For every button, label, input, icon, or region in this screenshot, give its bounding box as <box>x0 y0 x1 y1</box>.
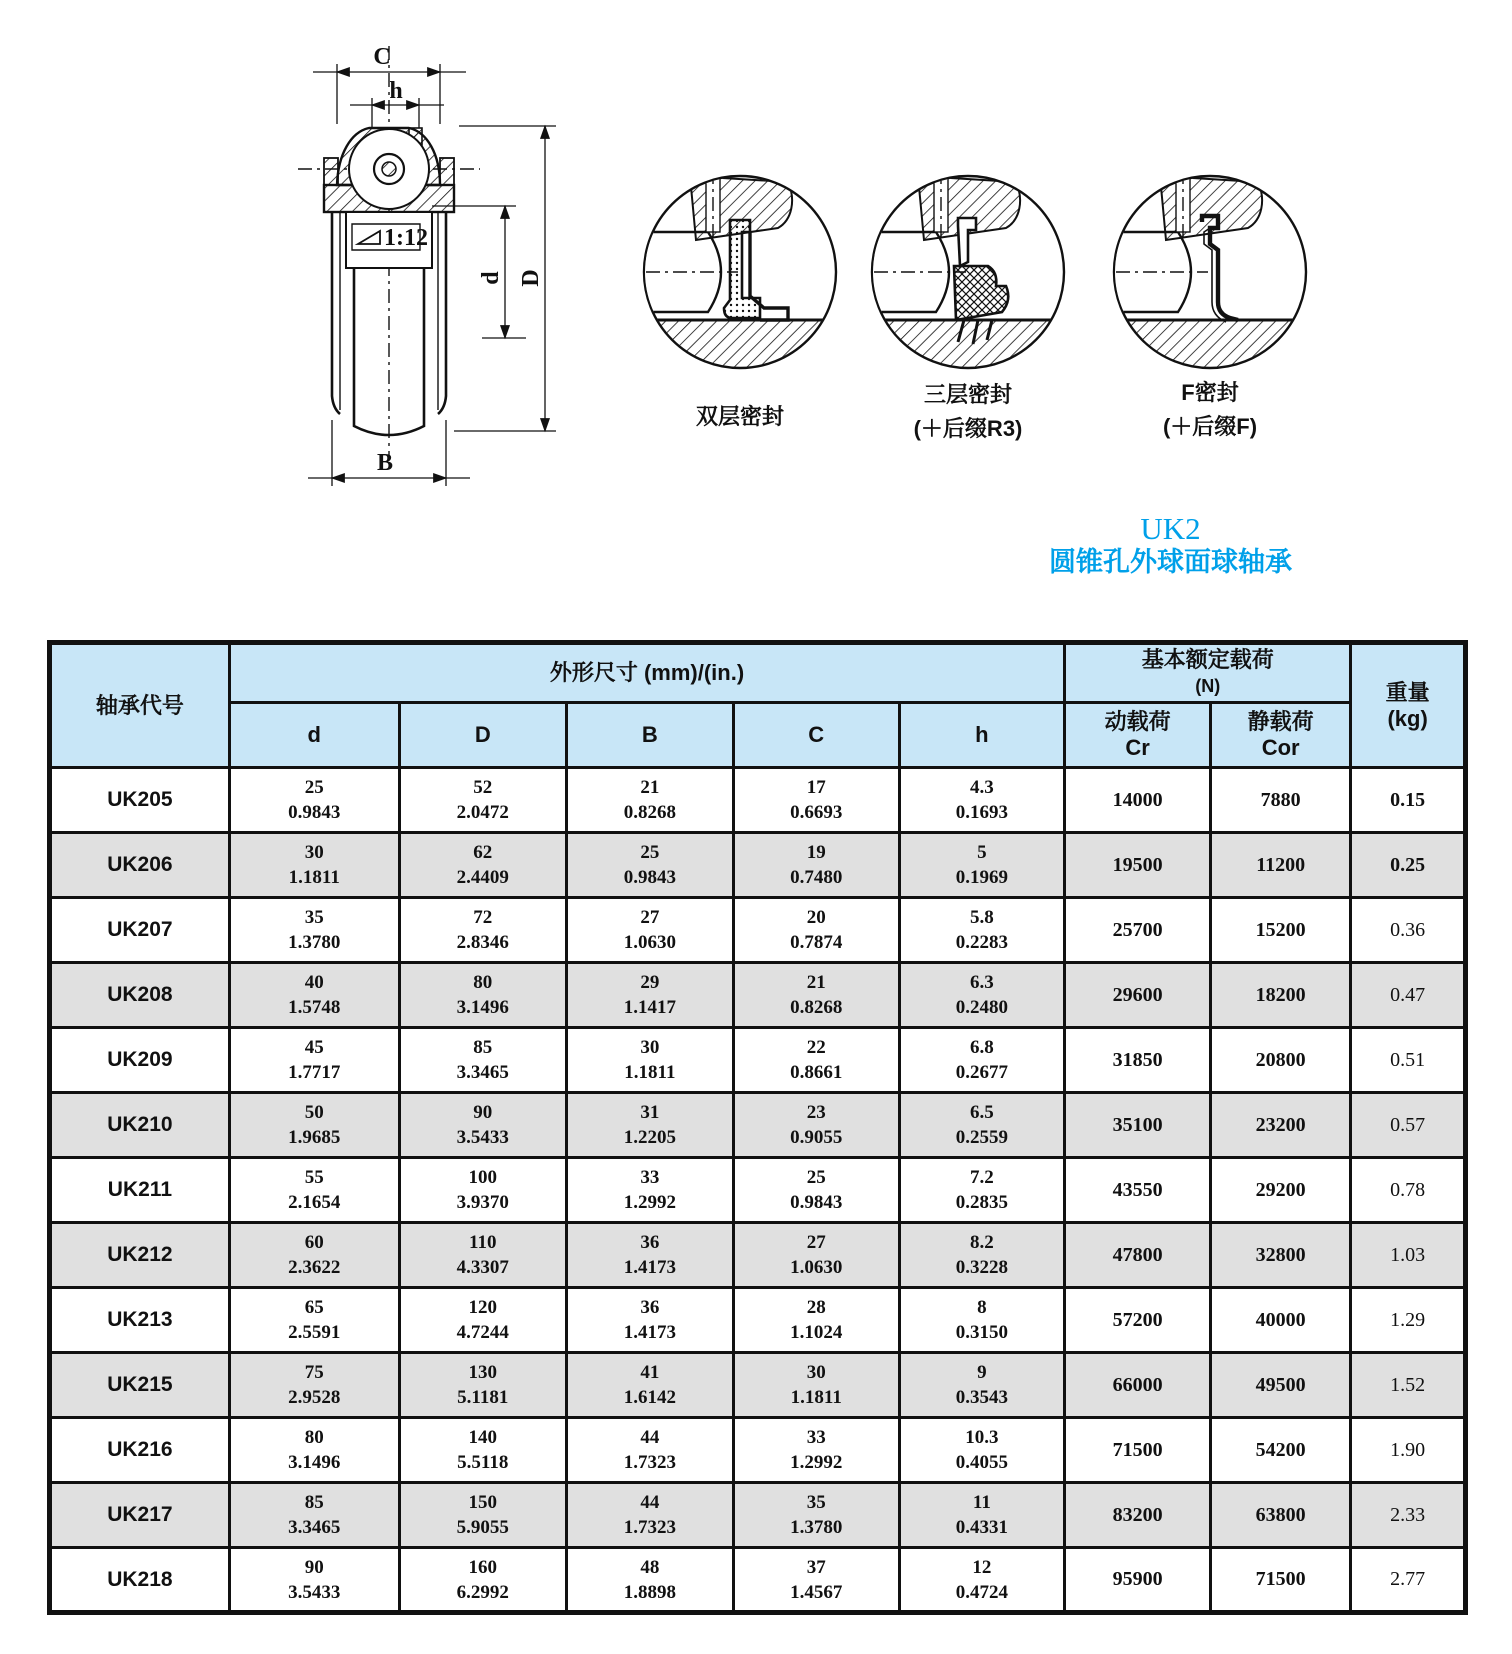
static-load-cell: 15200 <box>1211 898 1351 963</box>
weight-cell: 1.03 <box>1351 1223 1466 1288</box>
dim-d-cell: 50 1.9685 <box>229 1093 399 1158</box>
dim-h-cell: 8 0.3150 <box>899 1288 1065 1353</box>
dim-d-cell: 30 1.1811 <box>229 833 399 898</box>
dim-D-cell: 62 2.4409 <box>399 833 566 898</box>
dynamic-load-cell: 31850 <box>1065 1028 1211 1093</box>
dim-C-cell: 21 0.8268 <box>733 963 899 1028</box>
weight-cell: 1.52 <box>1351 1353 1466 1418</box>
weight-cell: 0.47 <box>1351 963 1466 1028</box>
static-load-cell: 54200 <box>1211 1418 1351 1483</box>
seal-caption-f-line2: (＋后缀F) <box>1162 414 1258 439</box>
dim-C-cell: 35 1.3780 <box>733 1483 899 1548</box>
dim-B-cell: 48 1.8898 <box>566 1548 733 1613</box>
dim-B-cell: 29 1.1417 <box>566 963 733 1028</box>
dim-d-cell: 45 1.7717 <box>229 1028 399 1093</box>
table-row <box>50 1353 1466 1418</box>
dynamic-load-cell: 66000 <box>1065 1353 1211 1418</box>
table-row <box>50 768 1466 833</box>
dynamic-load-cell: 47800 <box>1065 1223 1211 1288</box>
table-row <box>50 1223 1466 1288</box>
dynamic-load-cell: 25700 <box>1065 898 1211 963</box>
dim-d-cell: 25 0.9843 <box>229 768 399 833</box>
table-row <box>50 1093 1466 1158</box>
dynamic-load-cell: 83200 <box>1065 1483 1211 1548</box>
table-row <box>50 963 1466 1028</box>
dim-C-cell: 19 0.7480 <box>733 833 899 898</box>
dim-label-D: D <box>518 269 544 287</box>
seal-left <box>324 158 338 185</box>
dim-D-cell: 160 6.2992 <box>399 1548 566 1613</box>
static-load-cell: 23200 <box>1211 1093 1351 1158</box>
dynamic-load-cell: 43550 <box>1065 1158 1211 1223</box>
series-code: UK2 <box>1140 511 1201 546</box>
dim-C-cell: 22 0.8661 <box>733 1028 899 1093</box>
dim-B-cell: 27 1.0630 <box>566 898 733 963</box>
dim-C-cell: 37 1.4567 <box>733 1548 899 1613</box>
dim-h-cell: 12 0.4724 <box>899 1548 1065 1613</box>
dim-h-cell: 6.3 0.2480 <box>899 963 1065 1028</box>
dim-h-cell: 11 0.4331 <box>899 1483 1065 1548</box>
static-load-cell: 49500 <box>1211 1353 1351 1418</box>
seal-caption-double: 双层密封 <box>695 404 784 429</box>
dim-B-cell: 36 1.4173 <box>566 1223 733 1288</box>
dim-D-cell: 110 4.3307 <box>399 1223 566 1288</box>
dim-D-cell: 130 5.1181 <box>399 1353 566 1418</box>
dim-label-C: C <box>373 44 391 70</box>
col-header-B: B <box>566 703 733 768</box>
dynamic-load-cell: 14000 <box>1065 768 1211 833</box>
table-row <box>50 1483 1466 1548</box>
taper-note <box>352 224 428 251</box>
col-group-load-rating: 基本额定载荷 (N) <box>1065 643 1351 703</box>
dim-D-cell: 100 3.9370 <box>399 1158 566 1223</box>
dim-D-cell: 150 5.9055 <box>399 1483 566 1548</box>
col-header-static-load: 静载荷 Cor <box>1211 703 1351 768</box>
bearing-code-cell: UK215 <box>50 1353 230 1418</box>
col-header-d: d <box>229 703 399 768</box>
col-header-dynamic-load: 动载荷 Cr <box>1065 703 1211 768</box>
bearing-code-cell: UK213 <box>50 1288 230 1353</box>
weight-cell: 0.57 <box>1351 1093 1466 1158</box>
bearing-code-cell: UK209 <box>50 1028 230 1093</box>
seal-caption-triple-line1: 三层密封 <box>923 382 1012 407</box>
dim-d-cell: 85 3.3465 <box>229 1483 399 1548</box>
col-header-D: D <box>399 703 566 768</box>
dynamic-load-cell: 29600 <box>1065 963 1211 1028</box>
dim-B-cell: 36 1.4173 <box>566 1288 733 1353</box>
dim-h-cell: 8.2 0.3228 <box>899 1223 1065 1288</box>
weight-cell: 0.25 <box>1351 833 1466 898</box>
weight-cell: 0.78 <box>1351 1158 1466 1223</box>
dim-h-cell: 6.8 0.2677 <box>899 1028 1065 1093</box>
dim-D-cell: 85 3.3465 <box>399 1028 566 1093</box>
dim-C-cell: 20 0.7874 <box>733 898 899 963</box>
dim-h-cell: 4.3 0.1693 <box>899 768 1065 833</box>
dim-h-cell: 10.3 0.4055 <box>899 1418 1065 1483</box>
table-row <box>50 898 1466 963</box>
dim-label-B: B <box>376 450 394 476</box>
bearing-cross-section-drawing <box>268 28 598 518</box>
static-load-cell: 32800 <box>1211 1223 1351 1288</box>
static-load-cell: 20800 <box>1211 1028 1351 1093</box>
weight-cell: 0.36 <box>1351 898 1466 963</box>
col-header-C: C <box>733 703 899 768</box>
dim-B-cell: 33 1.2992 <box>566 1158 733 1223</box>
dynamic-load-cell: 35100 <box>1065 1093 1211 1158</box>
dim-C-cell: 17 0.6693 <box>733 768 899 833</box>
dim-d-cell: 75 2.9528 <box>229 1353 399 1418</box>
static-load-cell: 71500 <box>1211 1548 1351 1613</box>
bearing-code-cell: UK208 <box>50 963 230 1028</box>
dim-D-cell: 52 2.0472 <box>399 768 566 833</box>
dim-D-cell: 80 3.1496 <box>399 963 566 1028</box>
bearing-code-cell: UK210 <box>50 1093 230 1158</box>
static-load-cell: 18200 <box>1211 963 1351 1028</box>
weight-cell: 2.77 <box>1351 1548 1466 1613</box>
dynamic-load-cell: 57200 <box>1065 1288 1211 1353</box>
seal-figure-double <box>638 170 842 374</box>
bearing-code-cell: UK205 <box>50 768 230 833</box>
dim-d-cell: 65 2.5591 <box>229 1288 399 1353</box>
seal-caption-triple-line2: (＋后缀R3) <box>913 416 1023 441</box>
col-header-bearing-code: 轴承代号 <box>50 643 230 768</box>
weight-cell: 0.51 <box>1351 1028 1466 1093</box>
static-load-cell: 7880 <box>1211 768 1351 833</box>
bearing-code-cell: UK216 <box>50 1418 230 1483</box>
dim-B-cell: 41 1.6142 <box>566 1353 733 1418</box>
table-row <box>50 1418 1466 1483</box>
seal-figure-f <box>1108 170 1312 374</box>
bearing-spec-table <box>47 640 1468 1615</box>
dim-C-cell: 27 1.0630 <box>733 1223 899 1288</box>
dim-C-cell: 33 1.2992 <box>733 1418 899 1483</box>
dim-d-cell: 60 2.3622 <box>229 1223 399 1288</box>
dim-d-cell: 55 2.1654 <box>229 1158 399 1223</box>
dim-h-cell: 5 0.1969 <box>899 833 1065 898</box>
dim-B-cell: 30 1.1811 <box>566 1028 733 1093</box>
bearing-code-cell: UK217 <box>50 1483 230 1548</box>
seal-right <box>440 158 454 185</box>
weight-cell: 1.90 <box>1351 1418 1466 1483</box>
bearing-code-cell: UK211 <box>50 1158 230 1223</box>
dim-D-cell: 90 3.5433 <box>399 1093 566 1158</box>
dynamic-load-cell: 95900 <box>1065 1548 1211 1613</box>
dim-h-cell: 6.5 0.2559 <box>899 1093 1065 1158</box>
table-row <box>50 1158 1466 1223</box>
seal-caption-f-line1: F密封 <box>1181 380 1239 405</box>
dim-d-cell: 35 1.3780 <box>229 898 399 963</box>
table-row <box>50 833 1466 898</box>
static-load-cell: 11200 <box>1211 833 1351 898</box>
weight-cell: 2.33 <box>1351 1483 1466 1548</box>
dim-C-cell: 30 1.1811 <box>733 1353 899 1418</box>
dim-h-cell: 7.2 0.2835 <box>899 1158 1065 1223</box>
weight-cell: 0.15 <box>1351 768 1466 833</box>
static-load-cell: 40000 <box>1211 1288 1351 1353</box>
table-row <box>50 1028 1466 1093</box>
bearing-code-cell: UK206 <box>50 833 230 898</box>
table-row <box>50 1548 1466 1613</box>
dim-D-cell: 72 2.8346 <box>399 898 566 963</box>
dim-h-cell: 9 0.3543 <box>899 1353 1065 1418</box>
dim-h-cell: 5.8 0.2283 <box>899 898 1065 963</box>
dim-B-cell: 44 1.7323 <box>566 1483 733 1548</box>
bearing-code-cell: UK218 <box>50 1548 230 1613</box>
dynamic-load-cell: 19500 <box>1065 833 1211 898</box>
dim-d-cell: 40 1.5748 <box>229 963 399 1028</box>
table-body <box>50 768 1466 1613</box>
col-group-dimensions: 外形尺寸 (mm)/(in.) <box>229 643 1064 703</box>
dim-label-d: d <box>478 271 504 285</box>
dim-B-cell: 44 1.7323 <box>566 1418 733 1483</box>
dim-C-cell: 25 0.9843 <box>733 1158 899 1223</box>
dim-B-cell: 31 1.2205 <box>566 1093 733 1158</box>
dim-C-cell: 23 0.9055 <box>733 1093 899 1158</box>
dim-d-cell: 80 3.1496 <box>229 1418 399 1483</box>
dim-D-cell: 140 5.5118 <box>399 1418 566 1483</box>
dim-d-cell: 90 3.5433 <box>229 1548 399 1613</box>
ball-core <box>382 162 396 176</box>
dim-label-h: h <box>389 78 403 104</box>
col-header-h: h <box>899 703 1065 768</box>
svg-text:1:12: 1:12 <box>384 225 428 251</box>
series-title <box>978 512 1363 578</box>
dim-B-cell: 25 0.9843 <box>566 833 733 898</box>
dynamic-load-cell: 71500 <box>1065 1418 1211 1483</box>
static-load-cell: 29200 <box>1211 1158 1351 1223</box>
dim-D-cell: 120 4.7244 <box>399 1288 566 1353</box>
table-row <box>50 1288 1466 1353</box>
dim-C-cell: 28 1.1024 <box>733 1288 899 1353</box>
static-load-cell: 63800 <box>1211 1483 1351 1548</box>
weight-cell: 1.29 <box>1351 1288 1466 1353</box>
bearing-code-cell: UK212 <box>50 1223 230 1288</box>
series-name: 圆锥孔外球面球轴承 <box>1049 547 1292 577</box>
dim-B-cell: 21 0.8268 <box>566 768 733 833</box>
bearing-code-cell: UK207 <box>50 898 230 963</box>
col-header-weight: 重量 (kg) <box>1351 643 1466 768</box>
seal-figure-triple <box>866 170 1070 374</box>
